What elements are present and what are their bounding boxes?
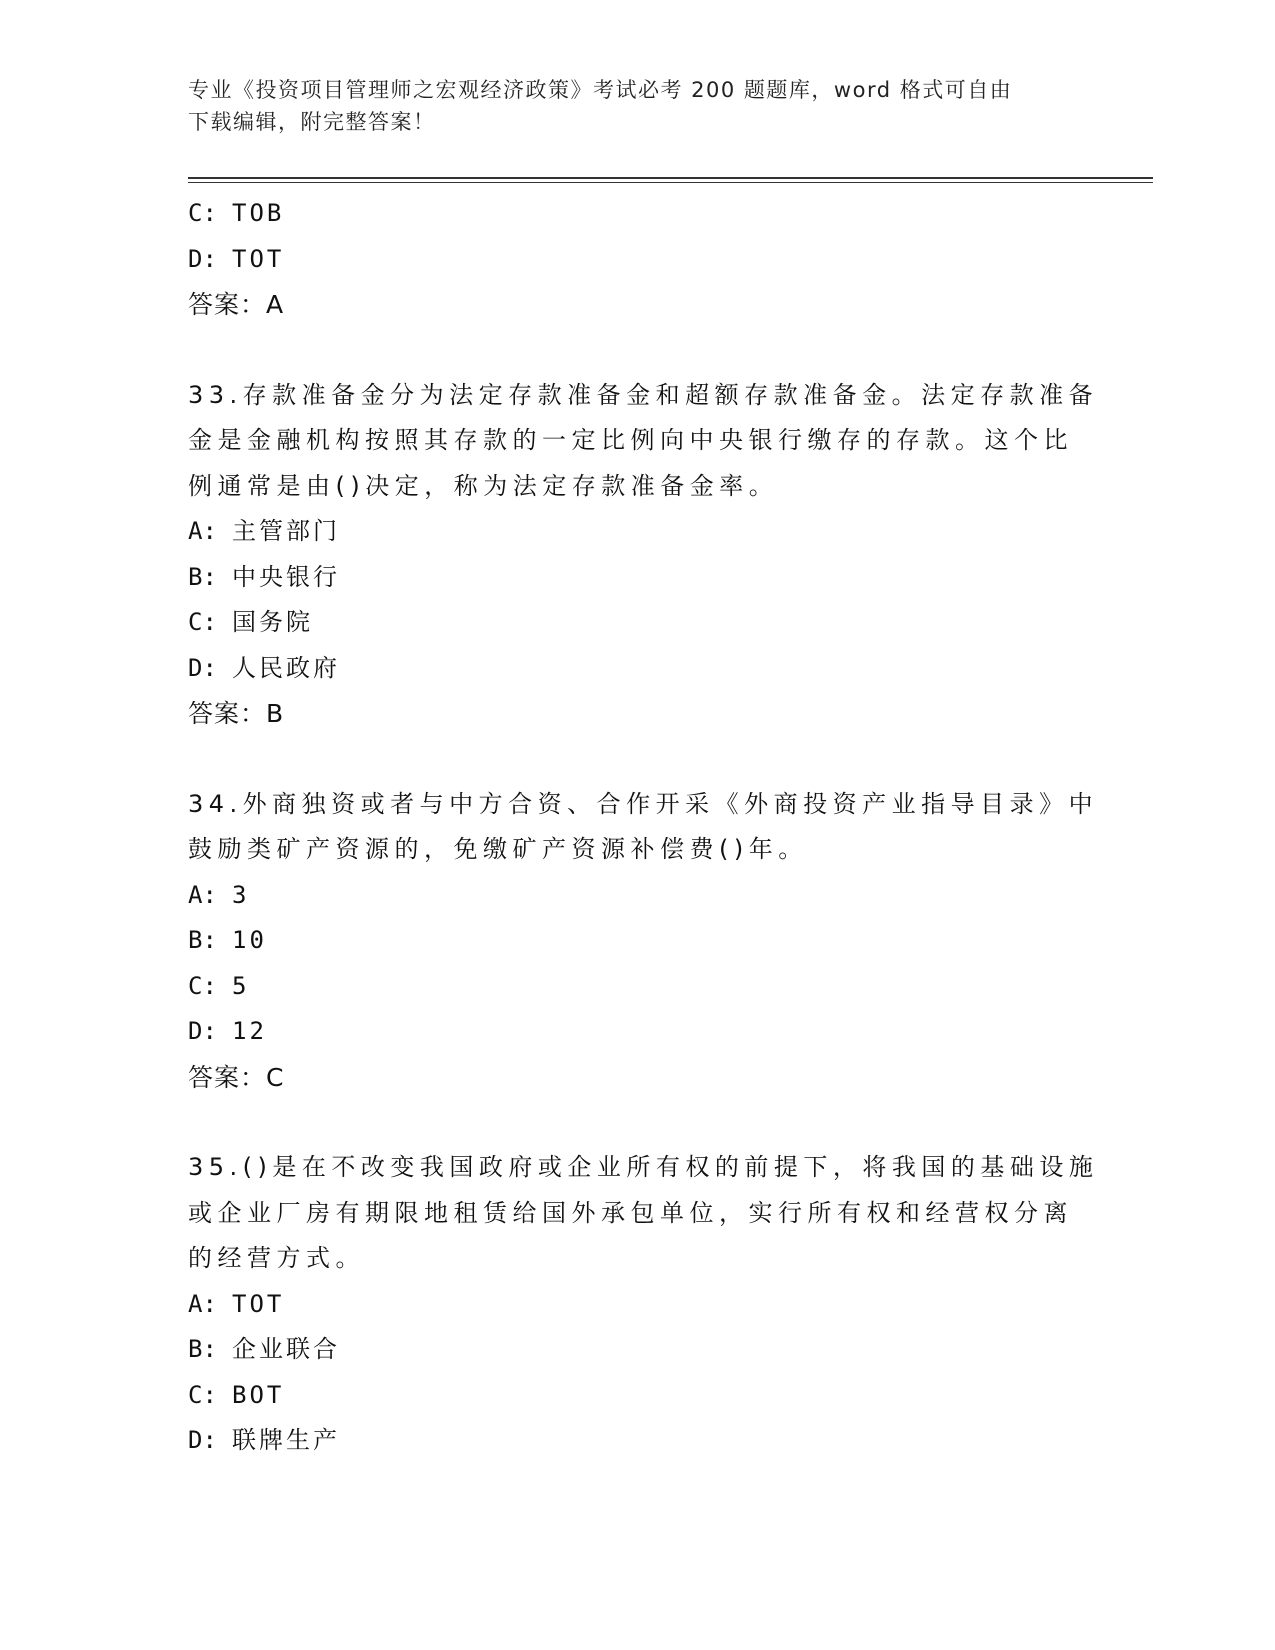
answer-line: 答案：A <box>188 290 285 319</box>
header-line-2: 下载编辑，附完整答案！ <box>188 110 436 134</box>
question-content <box>188 191 1099 1464</box>
option-key: B: <box>188 926 217 954</box>
answer-line: 答案：C <box>188 1062 285 1092</box>
question-34 <box>188 782 1099 1101</box>
option-key: D: <box>188 653 217 682</box>
option-key: A: <box>188 880 217 909</box>
option-c <box>188 964 1088 1010</box>
option-key: D: <box>188 244 217 273</box>
question-33 <box>188 373 1099 737</box>
option-key: C: <box>188 608 217 636</box>
option-text: 12 <box>232 1017 267 1045</box>
option-text: 国务院 <box>232 608 313 636</box>
question-text-line: 鼓励类矿产资源的，免缴矿产资源补偿费()年。 <box>188 835 808 863</box>
question-text-line: 金是金融机构按照其存款的一定比例向中央银行缴存的存款。这个比 <box>188 426 1073 454</box>
question-text-line: 的经营方式。 <box>188 1244 365 1272</box>
option-d <box>188 646 1088 692</box>
question-text-line: 34.外商独资或者与中方合资、合作开采《外商投资产业指导目录》中 <box>188 789 1099 818</box>
option-text: 3 <box>232 880 250 909</box>
option-text: 人民政府 <box>232 653 340 682</box>
question-35 <box>188 1145 1099 1464</box>
header-rule-thick <box>188 177 1153 179</box>
option-a <box>188 873 1088 919</box>
option-b <box>188 918 1088 964</box>
answer-line: 答案：B <box>188 699 285 728</box>
option-text: TOT <box>232 244 285 273</box>
option-a <box>188 509 1088 555</box>
option-a <box>188 1282 1088 1328</box>
option-text: TOB <box>232 199 285 227</box>
option-d <box>188 1009 1088 1055</box>
option-key: B: <box>188 562 217 591</box>
header-rule-thin <box>188 182 1153 183</box>
option-d <box>188 237 1088 283</box>
option-c <box>188 600 1088 646</box>
option-c <box>188 1373 1088 1419</box>
option-text: BOT <box>232 1380 285 1409</box>
option-text: TOT <box>232 1289 285 1318</box>
option-b <box>188 555 1088 601</box>
option-key: C: <box>188 1380 217 1409</box>
option-key: C: <box>188 199 217 227</box>
option-text: 5 <box>232 971 250 1000</box>
option-key: D: <box>188 1017 217 1045</box>
option-key: D: <box>188 1426 217 1454</box>
question-text-line: 例通常是由()决定，称为法定存款准备金率。 <box>188 471 779 500</box>
option-key: A: <box>188 517 217 545</box>
option-key: A: <box>188 1289 217 1318</box>
option-b <box>188 1327 1088 1373</box>
option-text: 10 <box>232 926 267 954</box>
option-d <box>188 1418 1088 1464</box>
option-key: B: <box>188 1335 217 1363</box>
option-text: 企业联合 <box>232 1335 340 1363</box>
option-key: C: <box>188 971 217 1000</box>
option-text: 主管部门 <box>232 517 340 545</box>
option-c <box>188 191 1088 237</box>
question-text-line: 35.()是在不改变我国政府或企业所有权的前提下，将我国的基础设施 <box>188 1153 1099 1181</box>
question-text-line: 或企业厂房有期限地租赁给国外承包单位，实行所有权和经营权分离 <box>188 1198 1073 1227</box>
option-text: 联牌生产 <box>232 1426 340 1454</box>
header-line-1: 专业《投资项目管理师之宏观经济政策》考试必考 200 题题库，word 格式可自由 <box>188 78 1013 102</box>
document-header <box>188 74 1068 138</box>
option-text: 中央银行 <box>232 562 340 591</box>
question-text-line: 33.存款准备金分为法定存款准备金和超额存款准备金。法定存款准备 <box>188 380 1099 409</box>
